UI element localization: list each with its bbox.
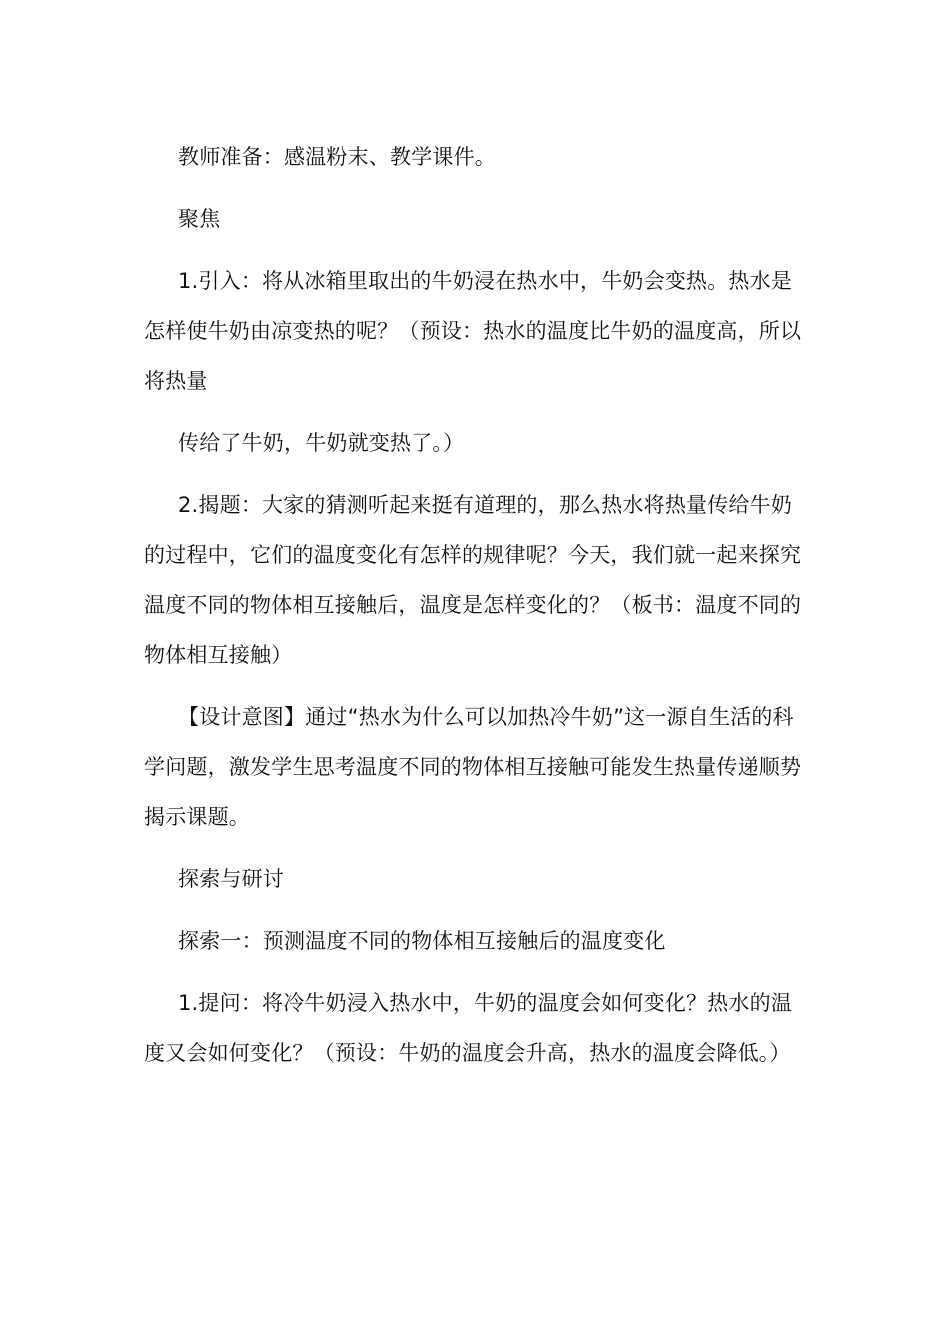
paragraph-question: 1.提问：将冷牛奶浸入热水中，牛奶的温度会如何变化？热水的温度又会如何变化？（预设：牛奶的温度会升高，热水的温度会降低。） (144, 991, 793, 1065)
paragraph-reveal-topic: 2.揭题：大家的猜测听起来挺有道理的，那么热水将热量传给牛奶的过程中，它们的温度变化有怎样的规律呢？今天，我们就一起来探究温度不同的物体相互接触后，温度是怎样变化的？（板书：温度不同的物体相互接触） (144, 493, 802, 667)
paragraph-introduction: 1.引入：将从冰箱里取出的牛奶浸在热水中，牛奶会变热。热水是怎样使牛奶由凉变热的呢？（预设：热水的温度比牛奶的温度高，所以将热量 (144, 269, 802, 393)
document-body (144, 132, 810, 1090)
heading-focus: 聚焦 (178, 207, 221, 231)
heading-explore-and-discuss: 探索与研讨 (178, 867, 284, 891)
paragraph-introduction-continued: 传给了牛奶，牛奶就变热了。） (178, 431, 465, 455)
paragraph-teacher-preparation: 教师准备：感温粉末、教学课件。 (178, 145, 496, 169)
heading-exploration-one: 探索一：预测温度不同的物体相互接触后的温度变化 (178, 929, 666, 953)
paragraph-design-intent: 【设计意图】通过“热水为什么可以加热冷牛奶”这一源自生活的科学问题，激发学生思考温度不同的物体相互接触可能发生热量传递顺势揭示课题。 (144, 705, 802, 829)
